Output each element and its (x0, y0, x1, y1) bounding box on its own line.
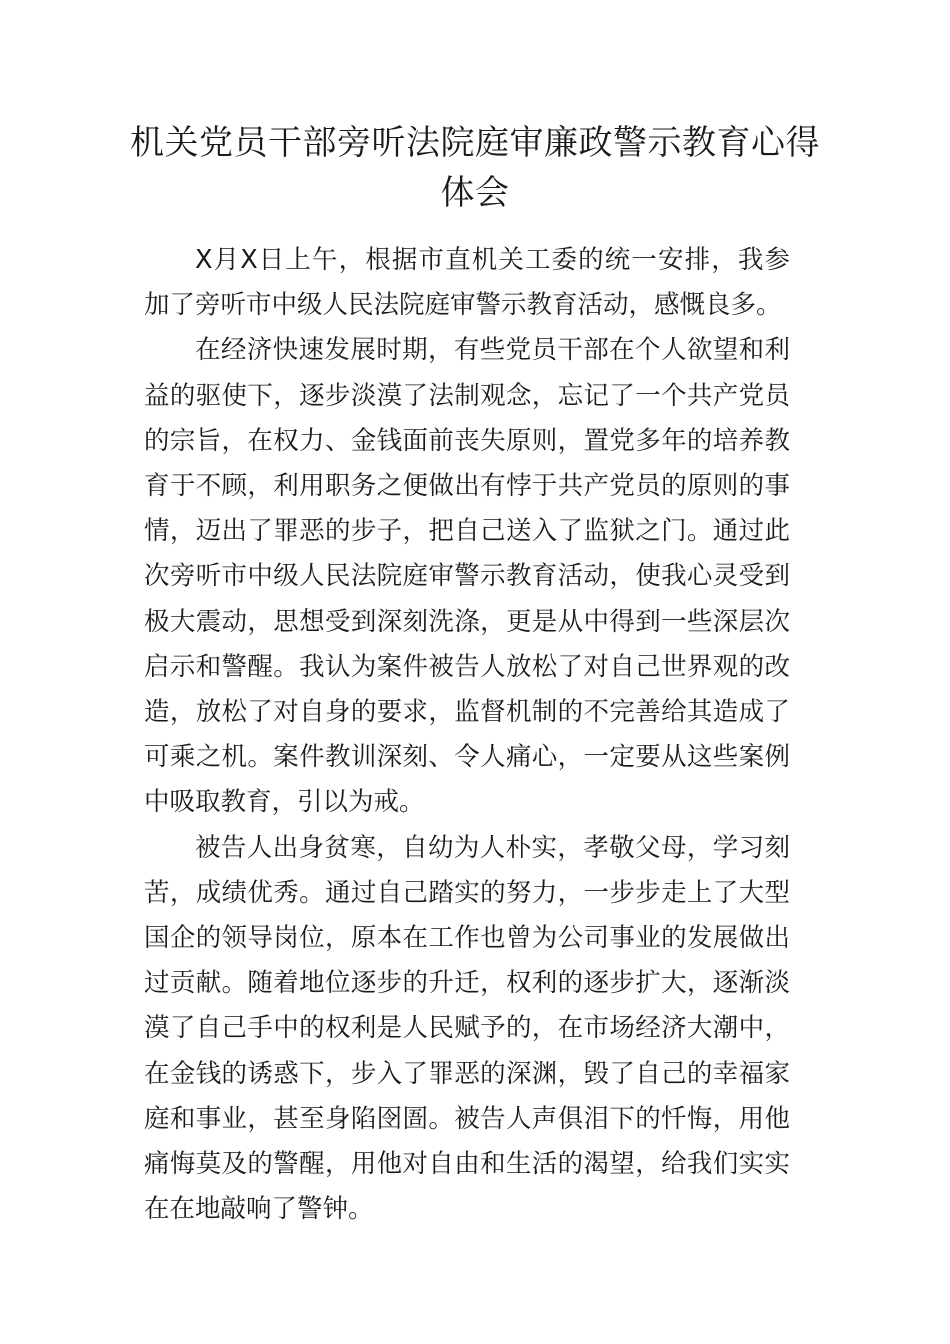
paragraph-2: 在经济快速发展时期，有些党员干部在个人欲望和利益的驱使下，逐步淡漠了法制观念，忘记了一个共产党员的宗旨，在权力、金钱面前丧失原则，置党多年的培养教育于不顾，利用职务之便做出有悖于共产党员的原则的事情，迈出了罪恶的步子，把自己送入了监狱之门。通过此次旁听市中级人民法院庭审警示教育活动，使我心灵受到极大震动，思想受到深刻洗涤，更是从中得到一些深层次启示和警醒。我认为案件被告人放松了对自己世界观的改造，放松了对自身的要求，监督机制的不完善给其造成了可乘之机。案件教训深刻、令人痛心，一定要从这些案例中吸取教育，引以为戒。 (144, 335, 790, 818)
document-body (144, 238, 790, 1232)
paragraph-3: 被告人出身贫寒，自幼为人朴实，孝敬父母，学习刻苦，成绩优秀。通过自己踏实的努力，一步步走上了大型国企的领导岗位，原本在工作也曾为公司事业的发展做出过贡献。随着地位逐步的升迁，权利的逐步扩大，逐渐淡漠了自己手中的权利是人民赋予的，在市场经济大潮中，在金钱的诱惑下，步入了罪恶的深渊，毁了自己的幸福家庭和事业，甚至身陷囹圄。被告人声俱泪下的忏悔，用他痛悔莫及的警醒，用他对自由和生活的渴望，给我们实实在在地敲响了警钟。 (144, 832, 790, 1225)
paragraph-1: X月X日上午，根据市直机关工委的统一安排，我参加了旁听市中级人民法院庭审警示教育活动，感慨良多。 (144, 245, 790, 321)
document-title: 机关党员干部旁听法院庭审廉政警示教育心得体会 (130, 123, 820, 213)
